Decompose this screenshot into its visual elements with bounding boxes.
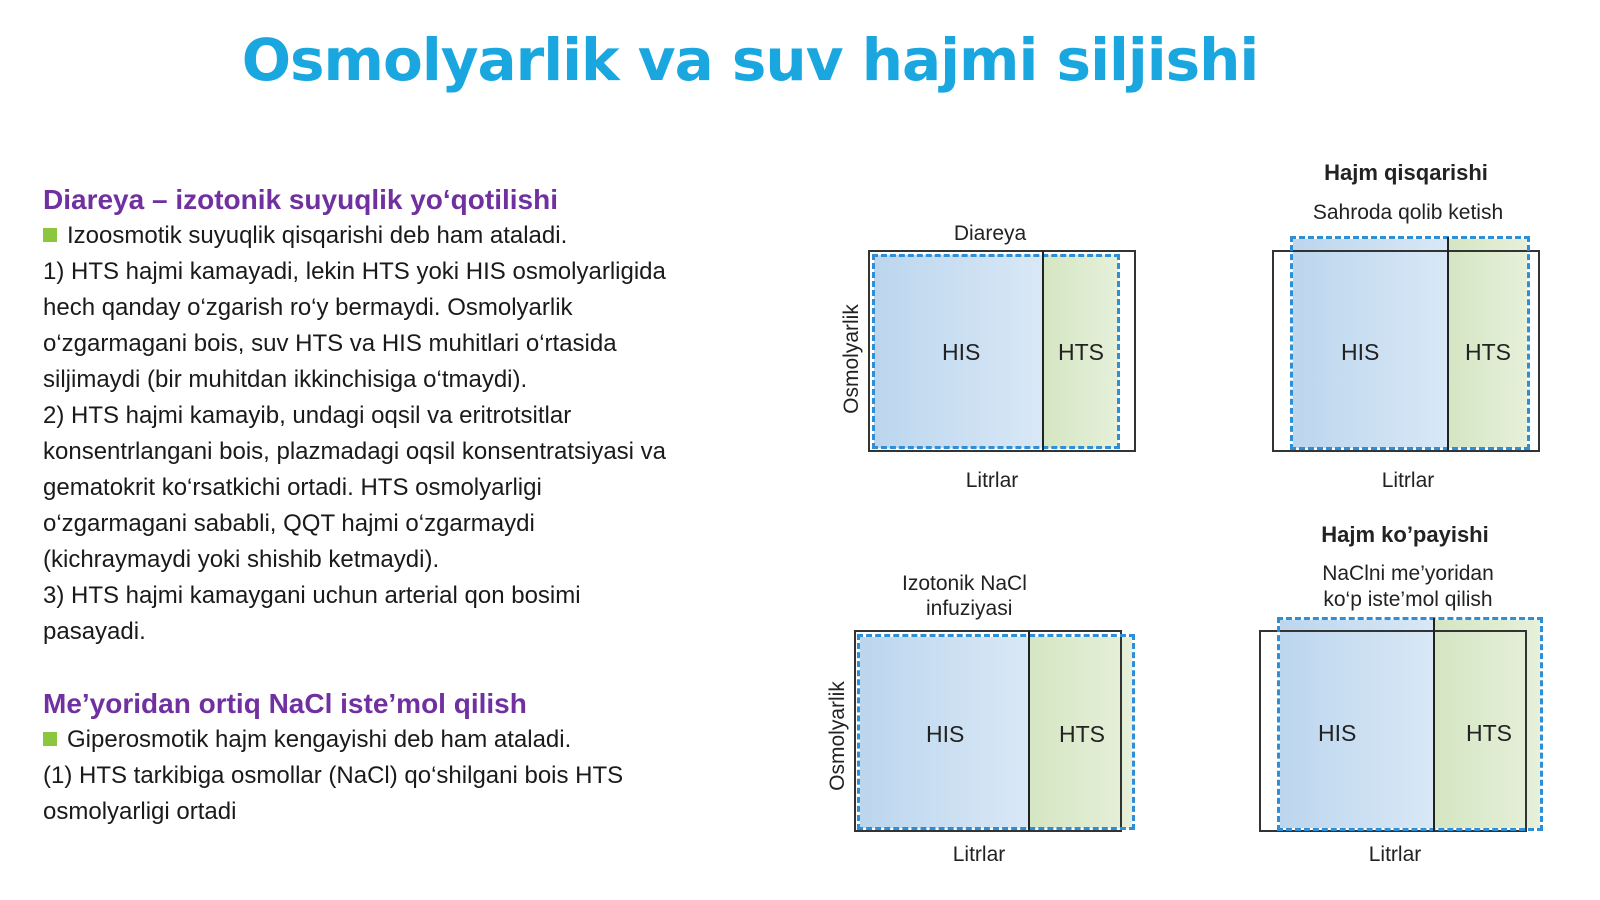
body-line: konsentrlangani bois, plazmadagi oqsil konsentratsiyasi va	[43, 438, 667, 465]
his-label: HIS	[942, 339, 981, 365]
compartment-divider	[1028, 631, 1030, 831]
body-line: 1) HTS hajmi kamayadi, lekin HTS yoki HIS osmolyarligida	[43, 258, 666, 285]
hts-label: HTS	[1465, 339, 1511, 365]
body-line: 2) HTS hajmi kamayib, undagi oqsil va eritrotsitlar	[43, 402, 572, 429]
section-heading-diarrhea: Diareya – izotonik suyuqlik yo‘qotilishi	[43, 184, 559, 215]
y-axis-label: Osmolyarlik	[840, 304, 863, 414]
y-axis-label: Osmolyarlik	[826, 681, 849, 791]
diagram-label: NaClni me’yoridan	[1322, 562, 1494, 585]
hts-label: HTS	[1466, 720, 1512, 746]
x-axis-label: Litrlar	[1368, 843, 1422, 866]
compartment-divider	[1042, 251, 1044, 451]
x-axis-label: Litrlar	[1381, 469, 1435, 492]
his-label: HIS	[1318, 720, 1357, 746]
body-line: (1) HTS tarkibiga osmollar (NaCl) qo‘shilgani bois HTS	[43, 762, 624, 789]
bullet-text: Izoosmotik suyuqlik qisqarishi deb ham ataladi.	[67, 222, 568, 249]
diagram-label: Diareya	[953, 222, 1027, 245]
diagram-label: Izotonik NaCl	[902, 572, 1027, 595]
bullet-text: Giperosmotik hajm kengayishi deb ham ataladi.	[67, 726, 572, 753]
hts-label: HTS	[1058, 339, 1104, 365]
his-label: HIS	[1341, 339, 1380, 365]
diagram-heading: Hajm ko’payishi	[1321, 522, 1489, 547]
body-line: o‘zgarmagani bois, suv HTS va HIS muhitlari o‘rtasida	[43, 330, 617, 357]
diagram-label: ko‘p iste’mol qilish	[1323, 588, 1493, 611]
square-bullet-icon	[43, 228, 57, 242]
his-label: HIS	[926, 721, 965, 747]
body-line: (kichraymaydi yoki shishib ketmaydi).	[43, 546, 440, 573]
hts-label: HTS	[1059, 721, 1105, 747]
x-axis-label: Litrlar	[952, 843, 1006, 866]
page-title: Osmolyarlik va suv hajmi siljishi	[241, 26, 1259, 94]
body-line: o‘zgarmagani sababli, QQT hajmi o‘zgarmaydi	[43, 510, 535, 537]
diagram-label: infuziyasi	[926, 597, 1013, 620]
body-line: hech qanday o‘zgarish ro‘y bermaydi. Osmolyarlik	[43, 294, 573, 321]
x-axis-label: Litrlar	[965, 469, 1019, 492]
text-column	[43, 182, 763, 830]
compartment-divider	[1447, 237, 1449, 451]
body-line: siljimaydi (bir muhitdan ikkinchisiga o‘tmaydi).	[43, 366, 528, 393]
compartment-divider	[1433, 618, 1435, 832]
body-line: pasayadi.	[43, 618, 146, 645]
square-bullet-icon	[43, 732, 57, 746]
body-line: osmolyarligi ortadi	[43, 798, 237, 825]
diagram-label: Sahroda qolib ketish	[1312, 201, 1504, 224]
body-line: 3) HTS hajmi kamaygani uchun arterial qon bosimi	[43, 582, 581, 609]
section-heading-nacl: Me’yoridan ortiq NaCl iste’mol qilish	[43, 688, 527, 719]
bullet-item	[43, 218, 763, 254]
body-line: gematokrit ko‘rsatkichi ortadi. HTS osmolyarligi	[43, 474, 542, 501]
bullet-item	[43, 722, 763, 758]
diagram-heading: Hajm qisqarishi	[1324, 160, 1488, 185]
